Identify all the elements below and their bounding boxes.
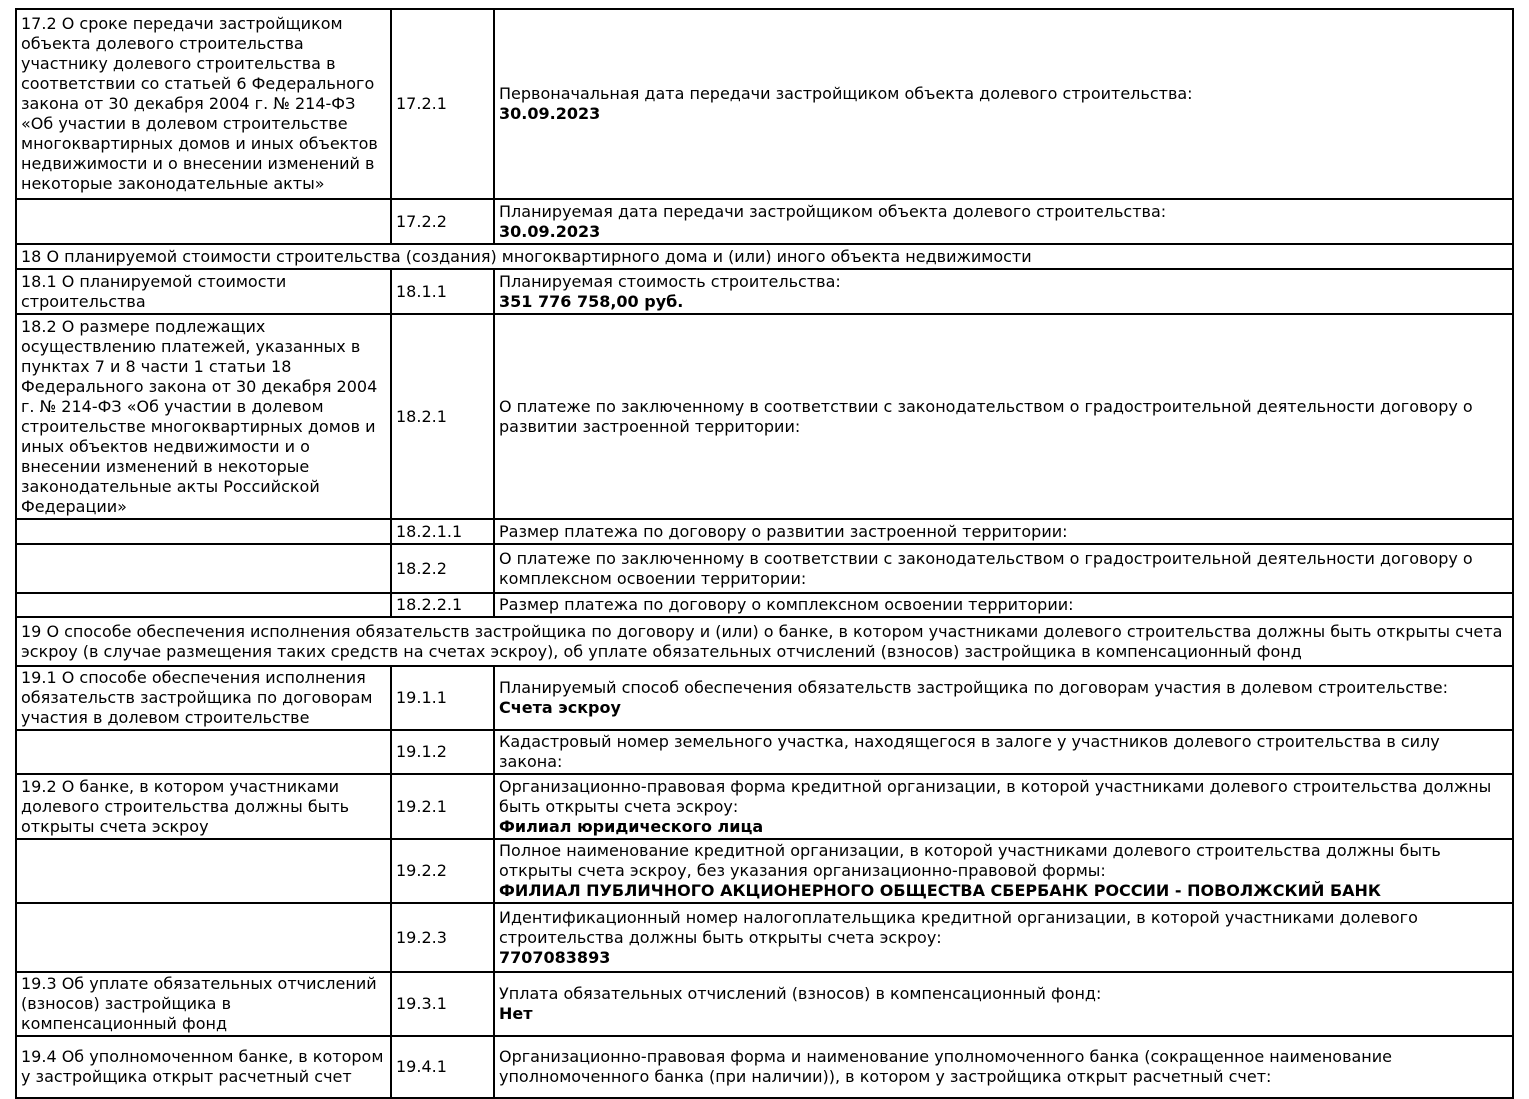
item-number-cell xyxy=(391,519,494,544)
field-value: Нет xyxy=(499,1004,533,1023)
item-number: 17.2.1 xyxy=(396,94,447,113)
content-cell xyxy=(494,839,1513,903)
item-number: 19.1.2 xyxy=(396,742,447,761)
field-label: Планируемая дата передачи застройщиком объекта долевого строительства: xyxy=(499,201,1167,221)
section-header: 19 О способе обеспечения исполнения обязательств застройщика по договору и (или) о банке, в котором участниками долевого строительства должны быть открыты счета эскроу (в случае размещения таких средств на счетах эскроу), об уплате обязательных отчислений (взносов) застройщика в компенсационный фонд xyxy=(16,617,1513,666)
item-number-cell xyxy=(391,774,494,839)
field-label: Идентификационный номер налогоплательщика кредитной организации, в которой участниками долевого строительства должны быть открыты счета эскроу: xyxy=(499,907,1418,947)
content-cell xyxy=(494,544,1513,593)
section-header: 18 О планируемой стоимости строительства (создания) многоквартирного дома и (или) иного объекта недвижимости xyxy=(16,244,1513,269)
table-row xyxy=(16,593,1513,617)
item-number: 18.2.2 xyxy=(396,558,447,578)
item-number-cell xyxy=(391,1036,494,1098)
topic-text: 18.1 О планируемой стоимости строительства xyxy=(21,271,287,311)
field-label: О платеже по заключенному в соответствии с законодательством о градостроительной деятельности договору о развитии застроенной территории: xyxy=(499,396,1473,436)
content-cell xyxy=(494,269,1513,314)
item-number: 19.2.3 xyxy=(396,927,447,947)
content-cell xyxy=(494,199,1513,244)
topic-cell xyxy=(16,199,391,244)
field-value: 7707083893 xyxy=(499,947,611,967)
item-number-cell xyxy=(391,593,494,617)
item-number-cell xyxy=(391,839,494,903)
field-label: Организационно-правовая форма кредитной организации, в которой участниками долевого строительства должны быть открыты счета эскроу: xyxy=(499,776,1492,816)
content-cell xyxy=(494,519,1513,544)
topic-cell xyxy=(16,1036,391,1098)
field-value: ФИЛИАЛ ПУБЛИЧНОГО АКЦИОНЕРНОГО ОБЩЕСТВА СБЕРБАНК РОССИИ - ПОВОЛЖСКИЙ БАНК xyxy=(499,881,1381,900)
topic-text: 19.2 О банке, в котором участниками долевого строительства должны быть открыты счета эскроу xyxy=(21,776,350,836)
topic-cell xyxy=(16,666,391,730)
field-label: Полное наименование кредитной организации, в которой участниками долевого строительства должны быть открыты счета эскроу, без указания организационно-правовой формы: xyxy=(499,841,1441,880)
field-value: 30.09.2023 xyxy=(499,221,601,241)
field-label: Организационно-правовая форма и наименование уполномоченного банка (сокращенное наименование уполномоченного банка (при наличии)), в котором у застройщика открыт расчетный счет: xyxy=(499,1047,1393,1086)
section-header-row xyxy=(16,244,1513,269)
topic-cell xyxy=(16,903,391,972)
table-row xyxy=(16,774,1513,839)
table-row xyxy=(16,730,1513,774)
content-cell xyxy=(494,903,1513,972)
item-number: 19.3.1 xyxy=(396,994,447,1013)
topic-text: 19.1 О способе обеспечения исполнения обязательств застройщика по договорам участия в долевом строительстве xyxy=(21,668,373,727)
topic-cell xyxy=(16,730,391,774)
table-row xyxy=(16,972,1513,1036)
content-cell xyxy=(494,9,1513,199)
content-cell xyxy=(494,972,1513,1036)
item-number-cell xyxy=(391,666,494,730)
item-number: 19.2.1 xyxy=(396,796,447,816)
topic-cell xyxy=(16,544,391,593)
topic-cell xyxy=(16,774,391,839)
section-header-row xyxy=(16,617,1513,666)
field-value: 351 776 758,00 руб. xyxy=(499,291,684,311)
item-number-cell xyxy=(391,199,494,244)
topic-text: 18.2 О размере подлежащих осуществлению платежей, указанных в пунктах 7 и 8 части 1 статьи 18 Федерального закона от 30 декабря 2004 г. № 214-ФЗ «Об участии в долевом строительстве многоквартирных домов и иных объектов недвижимости и о внесении изменений в некоторые законодательные акты Российской Федерации» xyxy=(21,316,378,516)
content-cell xyxy=(494,314,1513,519)
content-cell xyxy=(494,774,1513,839)
field-label: Первоначальная дата передачи застройщиком объекта долевого строительства: xyxy=(499,84,1193,103)
item-number-cell xyxy=(391,730,494,774)
field-label: Планируемый способ обеспечения обязательств застройщика по договорам участия в долевом строительстве: xyxy=(499,678,1449,697)
field-value: Филиал юридического лица xyxy=(499,816,764,836)
table-row xyxy=(16,199,1513,244)
item-number-cell xyxy=(391,314,494,519)
item-number-cell xyxy=(391,269,494,314)
table-row xyxy=(16,519,1513,544)
content-cell xyxy=(494,730,1513,774)
item-number-cell xyxy=(391,9,494,199)
topic-text: 17.2 О сроке передачи застройщиком объекта долевого строительства участнику долевого строительства в соответствии со статьей 6 Федерального закона от 30 декабря 2004 г. № 214-ФЗ «Об участии в долевом строительстве многоквартирных домов и иных объектов недвижимости и о внесении изменений в некоторые законодательные акты» xyxy=(21,14,378,193)
field-label: Уплата обязательных отчислений (взносов) в компенсационный фонд: xyxy=(499,984,1102,1003)
topic-cell xyxy=(16,9,391,199)
item-number: 19.1.1 xyxy=(396,688,447,707)
field-value: 30.09.2023 xyxy=(499,104,601,123)
item-number: 18.2.1 xyxy=(396,406,447,426)
field-value: Счета эскроу xyxy=(499,698,621,717)
field-label: Размер платежа по договору о комплексном освоении территории: xyxy=(499,595,1074,614)
item-number-cell xyxy=(391,544,494,593)
table-row xyxy=(16,839,1513,903)
topic-cell xyxy=(16,314,391,519)
item-number: 18.2.2.1 xyxy=(396,595,463,614)
item-number: 17.2.2 xyxy=(396,211,447,231)
table-row xyxy=(16,314,1513,519)
table-row xyxy=(16,544,1513,593)
content-cell xyxy=(494,1036,1513,1098)
table-row xyxy=(16,9,1513,199)
item-number: 19.4.1 xyxy=(396,1057,447,1076)
table-row xyxy=(16,666,1513,730)
field-label: Размер платежа по договору о развитии застроенной территории: xyxy=(499,521,1068,541)
item-number: 18.1.1 xyxy=(396,281,447,301)
topic-cell xyxy=(16,972,391,1036)
topic-cell xyxy=(16,269,391,314)
field-label: О платеже по заключенному в соответствии с законодательством о градостроительной деятельности договору о комплексном освоении территории: xyxy=(499,548,1473,588)
topic-cell xyxy=(16,593,391,617)
item-number: 19.2.2 xyxy=(396,861,447,880)
table-row xyxy=(16,903,1513,972)
content-cell xyxy=(494,593,1513,617)
field-label: Кадастровый номер земельного участка, находящегося в залоге у участников долевого строительства в силу закона: xyxy=(499,732,1440,771)
item-number-cell xyxy=(391,903,494,972)
table-row xyxy=(16,269,1513,314)
content-cell xyxy=(494,666,1513,730)
field-label: Планируемая стоимость строительства: xyxy=(499,271,841,291)
topic-cell xyxy=(16,519,391,544)
topic-cell xyxy=(16,839,391,903)
item-number-cell xyxy=(391,972,494,1036)
topic-text: 19.3 Об уплате обязательных отчислений (взносов) застройщика в компенсационный фонд xyxy=(21,974,377,1033)
declaration-table xyxy=(15,8,1514,1099)
table-row xyxy=(16,1036,1513,1098)
item-number: 18.2.1.1 xyxy=(396,521,463,541)
topic-text: 19.4 Об уполномоченном банке, в котором у застройщика открыт расчетный счет xyxy=(21,1047,384,1086)
